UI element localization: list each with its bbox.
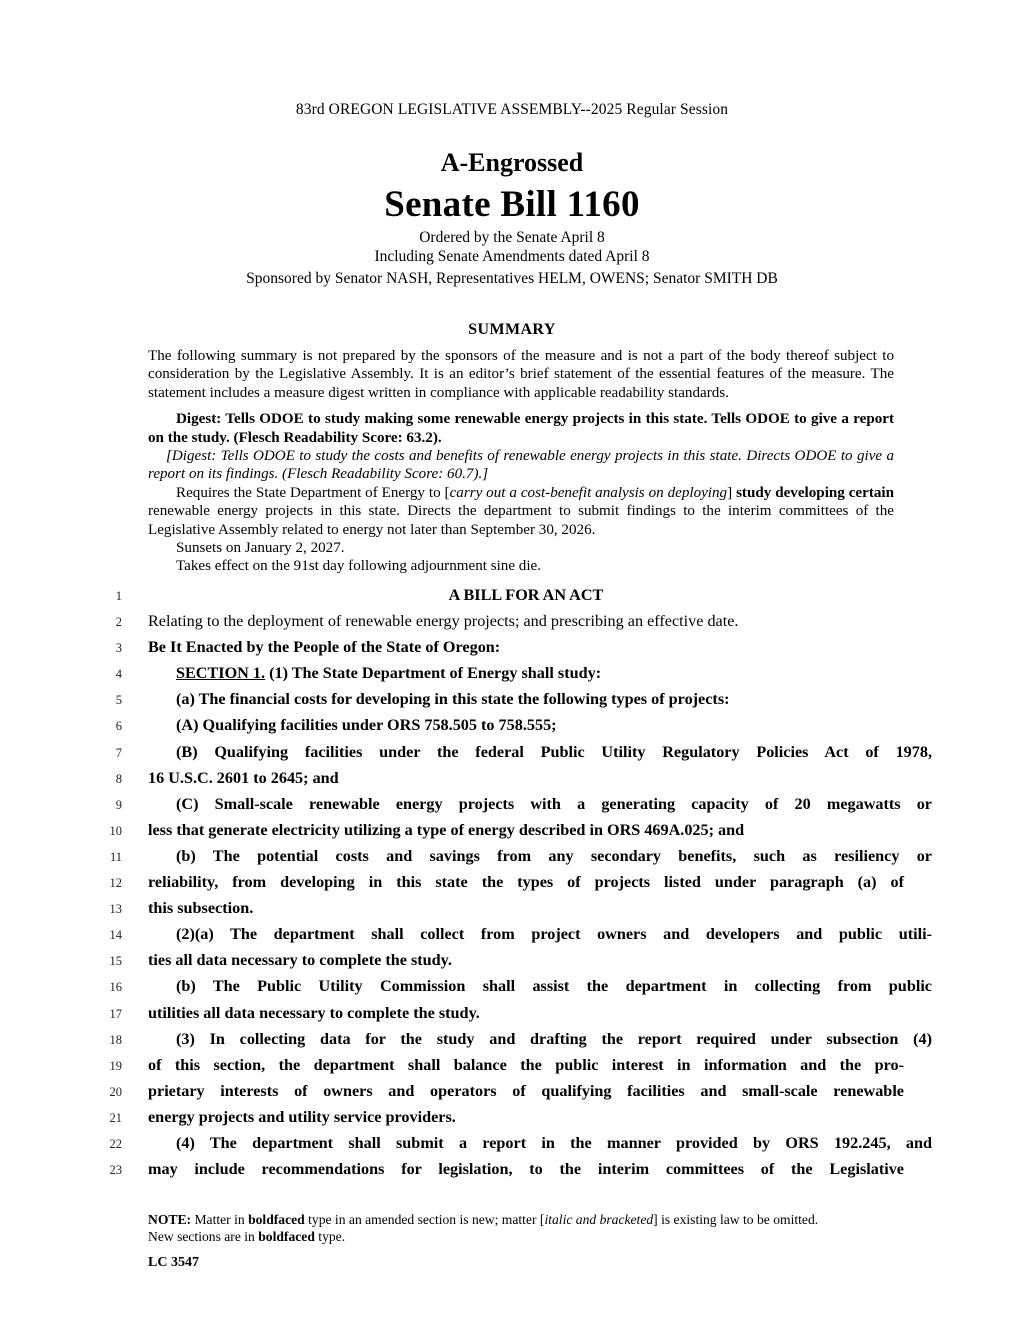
bill-line [0,635,1024,661]
line-number: 22 [109,1136,122,1151]
bill-line [0,1079,1024,1105]
digest-old-paragraph: [Digest: Tells ODOE to study the costs and benefits of renewable energy projects in this state. Directs ODOE to give a report on its findings. (Flesch Readability Score: 60.7).] [148,448,894,483]
line-text: (a) The financial costs for developing in this state the following types of projects: [176,690,730,709]
line-number: 2 [115,615,122,630]
bill-line [0,766,1024,792]
line-text: Relating to the deployment of renewable energy projects; and prescribing an effective date. [148,612,739,631]
bill-line [0,740,1024,766]
bill-line [0,896,1024,922]
line-text: may include recommendations for legislation, to the interim committees of the Legislative [148,1160,904,1179]
line-text: (2)(a) The department shall collect from project owners and developers and public utili- [176,925,932,944]
line-number: 10 [109,823,122,838]
digest-label: Digest: [176,411,222,428]
bill-line [0,1157,1024,1183]
line-text: Be It Enacted by the People of the State of Oregon: [148,638,501,657]
ordered-line-1: Ordered by the Senate April 8 [419,229,605,246]
line-text [148,662,932,684]
assembly-header: 83rd OREGON LEGISLATIVE ASSEMBLY--2025 Regular Session [295,101,729,118]
line-number: 11 [109,849,122,864]
line-number: 9 [115,797,122,812]
bill-body [0,583,1024,1183]
bill-line [0,1131,1024,1157]
line-number: 6 [115,719,122,734]
line-number: 7 [115,745,122,760]
note-label: NOTE: [148,1212,192,1227]
line-number: 4 [115,667,122,682]
line-number: 14 [109,928,122,943]
note-pre-text: Matter in [191,1212,249,1227]
line-text: (4) The department shall submit a report in the manner provided by ORS 192.245, and [176,1133,932,1152]
line-number: 21 [109,1110,122,1125]
bill-line [0,1053,1024,1079]
bill-line [0,713,1024,739]
sunsets-paragraph: Sunsets on January 2, 2027. [176,540,345,557]
bill-line [0,792,1024,818]
requires-prefix: Requires the State Department of Energy to [ [176,484,450,501]
line-text: of this section, the department shall balance the public interest in information and the pro- [148,1055,904,1074]
line-text: (A) Qualifying facilities under ORS 758.505 to 758.555; [176,716,557,735]
line-number: 20 [109,1084,122,1099]
bill-line [0,1105,1024,1131]
engrossed-label: A-Engrossed [440,148,584,177]
ordered-lines [0,228,1024,266]
bill-line [0,870,1024,896]
line-number: 5 [115,693,122,708]
line-text: less that generate electricity utilizing a type of energy described in ORS 469A.025; and [148,820,745,839]
requires-bracketed-text: carry out a cost-benefit analysis on deploying [449,484,728,501]
note-line2-post: type. [314,1229,346,1244]
line-number: 1 [115,589,122,603]
line-text: (C) Small-scale renewable energy projects with a generating capacity of 20 megawatts or [176,794,932,813]
line-text: (3) In collecting data for the study and drafting the report required under subsection (4) [176,1029,932,1048]
line-number: 23 [109,1163,122,1178]
note-mid-text: type in an amended section is new; matter [ [304,1212,545,1227]
note-bold-word-2: boldfaced [258,1229,315,1244]
line-number: 12 [109,876,122,891]
line-text: utilities all data necessary to complete the study. [148,1003,480,1022]
bill-line [0,948,1024,974]
footer-note-line-1 [148,1211,900,1228]
line-text: A BILL FOR AN ACT [448,586,604,604]
sponsors-line: Sponsored by Senator NASH, Representatives HELM, OWENS; Senator SMITH DB [246,270,778,287]
line-text: 16 U.S.C. 2601 to 2645; and [148,768,339,787]
line-text: reliability, from developing in this state the types of projects listed under paragraph (a) of [148,873,904,892]
summary-heading: SUMMARY [468,321,556,338]
summary-disclaimer: The following summary is not prepared by the sponsors of the measure and is not a part of the body thereof subject to consideration by the Legislative Assembly. It is an editor’s brief statement of the essential features of the measure. The statement includes a measure digest written in compliance with applicable readability standards. [148,348,894,401]
ordered-line-2: Including Senate Amendments dated April 8 [374,248,650,265]
bill-line [0,583,1024,609]
line-number: 18 [109,1032,122,1047]
bill-line [0,1001,1024,1027]
bill-line [0,818,1024,844]
bill-line [0,922,1024,948]
line-text: (B) Qualifying facilities under the federal Public Utility Regulatory Policies Act of 1978, [176,742,932,761]
note-italic-text: italic and bracketed [544,1212,654,1227]
bill-line [0,1027,1024,1053]
line-text: ties all data necessary to complete the study. [148,951,452,970]
note-bold-word-1: boldfaced [248,1212,305,1227]
requires-suffix: renewable energy projects in this state. Directs the department to submit findings to the interim committees of the Legislative Assembly related to energy not later than September 30, 2026. [148,503,894,538]
requires-paragraph: Requires the State Department of Energy to [carry out a cost-benefit analysis on deploying] study developing certain renewable energy projects in this state. Directs the department to submit findings to the interim committees of the Legislative Assembly related to energy not later than September 30, 2026. [148,484,894,538]
line-text: energy projects and utility service providers. [148,1107,456,1126]
bill-line [0,844,1024,870]
bill-line [0,661,1024,687]
line-text: this subsection. [148,899,254,918]
effective-date-paragraph: Takes effect on the 91st day following adjournment sine die. [176,558,542,575]
line-number: 13 [109,902,122,917]
lc-number: LC 3547 [148,1255,199,1270]
page-title: Senate Bill 1160 [384,184,640,225]
section-label: SECTION 1. [176,664,266,683]
footer-note-line-2 [148,1228,900,1245]
bill-line [0,687,1024,713]
line-number: 15 [109,954,122,969]
bill-line [0,609,1024,635]
line-number: 3 [115,641,122,656]
note-line2-pre: New sections are in [148,1229,259,1244]
requires-bold-text: study developing certain [736,484,894,501]
line-text: (b) The Public Utility Commission shall assist the department in collecting from public [176,977,932,996]
line-number: 17 [109,1006,122,1021]
line-text: (b) The potential costs and savings from any secondary benefits, such as resiliency or [176,846,932,865]
note-post-text: ] is existing law to be omitted. [653,1212,819,1227]
digest-new-paragraph [148,410,894,447]
line-text: prietary interests of owners and operators of qualifying facilities and small-scale renewable [148,1081,904,1100]
bill-line [0,974,1024,1000]
line-number: 19 [109,1058,122,1073]
summary-block [148,347,894,576]
digest-new-text: Tells ODOE to study making some renewable energy projects in this state. Tells ODOE to give a report on the study. (Flesch Readability Score: 63.2). [148,411,894,446]
line-number: 16 [109,980,122,995]
footer-note [148,1211,900,1245]
line-number: 8 [115,771,122,786]
section-text: (1) The State Department of Energy shall study: [265,664,602,683]
